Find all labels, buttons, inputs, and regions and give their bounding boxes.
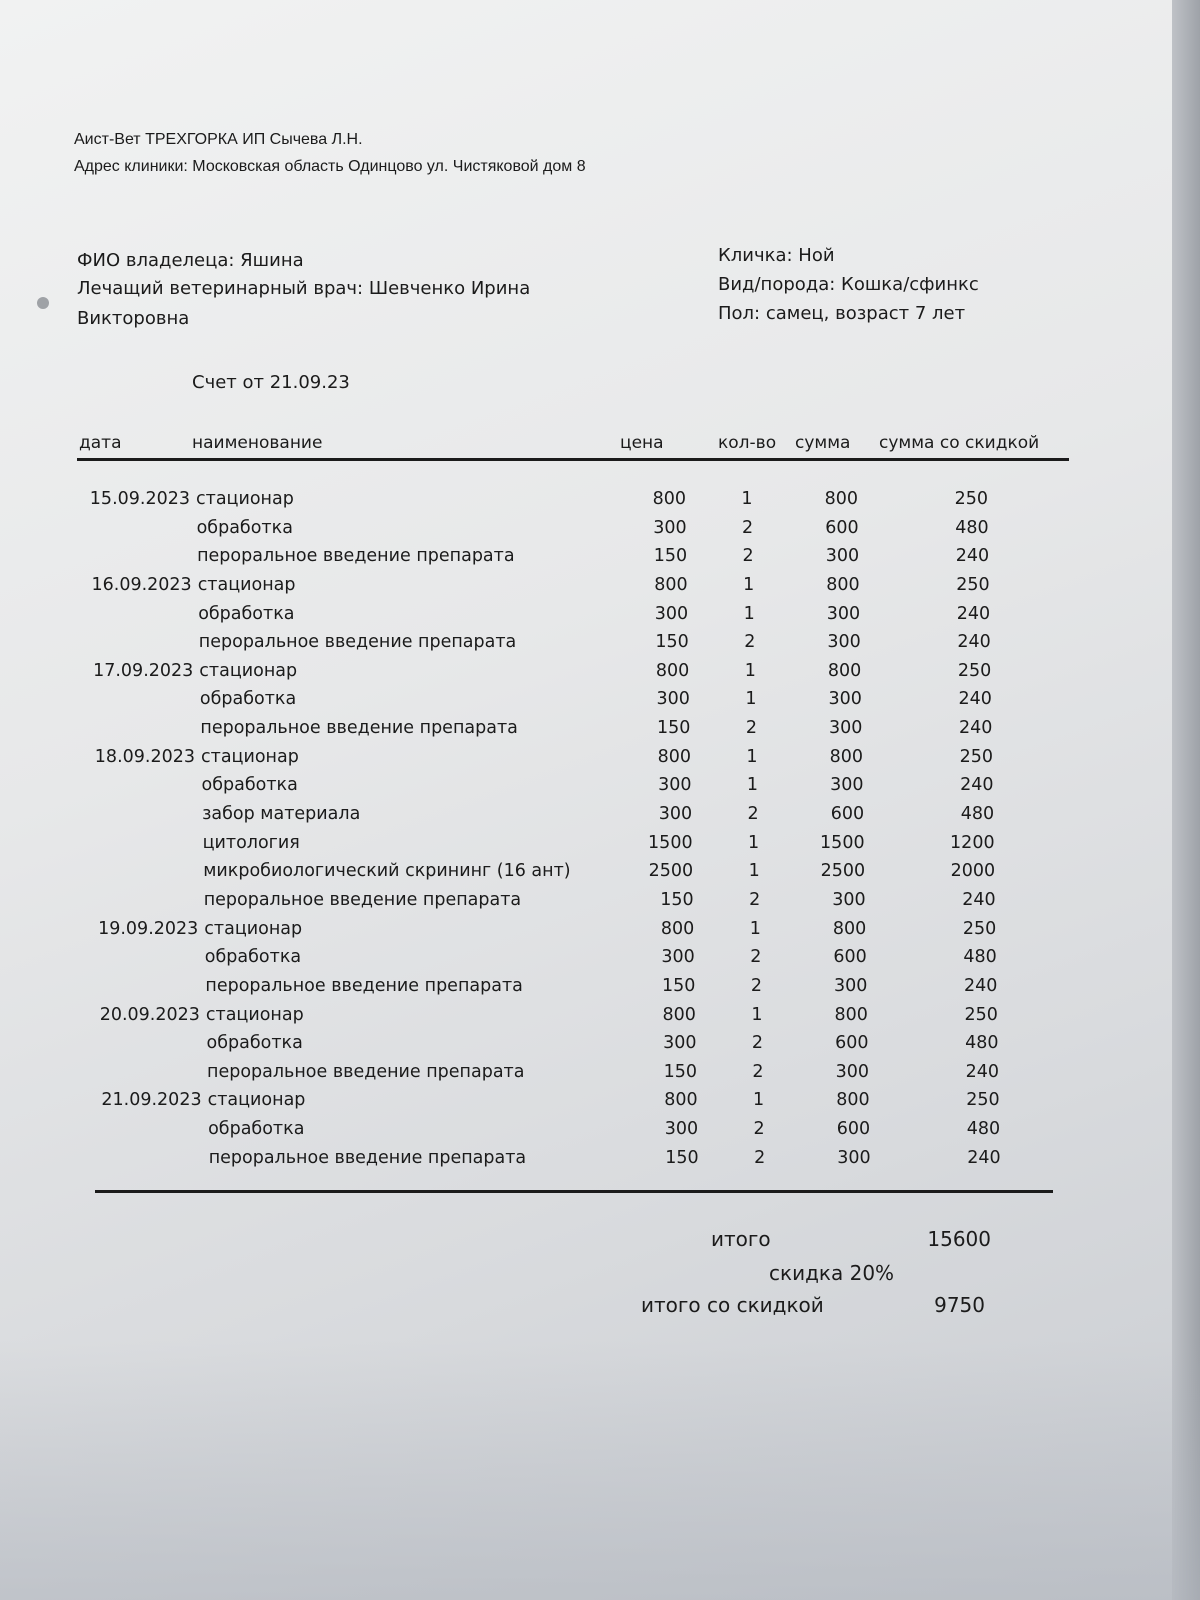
row-price: 800: [664, 1090, 698, 1111]
row-sum: 300: [828, 689, 862, 710]
row-sum: 300: [830, 775, 864, 796]
row-discounted: 240: [956, 603, 991, 624]
row-name: цитология: [202, 832, 300, 853]
row-qty: 2: [742, 546, 754, 567]
table-row: [11, 1059, 1200, 1088]
row-discounted: 240: [965, 1061, 999, 1082]
row-sum: 600: [836, 1119, 871, 1140]
row-price: 300: [664, 1119, 699, 1140]
pet-sex-age: Пол: самец, возраст 7 лет: [718, 303, 966, 324]
row-name: стационар: [201, 746, 299, 767]
col-header-qty: кол-во: [718, 433, 777, 453]
row-price: 800: [657, 746, 691, 767]
row-date: 15.09.2023: [89, 489, 190, 509]
table-row: [2, 572, 1200, 601]
table-row: [1, 543, 1200, 572]
row-discounted: 240: [967, 1147, 1001, 1168]
row-sum: 300: [832, 889, 866, 910]
row-qty: 1: [749, 918, 761, 939]
row-name: пероральное введение препарата: [200, 718, 518, 739]
paper-punch-hole: [37, 297, 49, 309]
row-qty: 2: [749, 889, 761, 910]
pet-name: Кличка: Ной: [718, 245, 835, 266]
row-discounted: 240: [955, 546, 990, 567]
row-sum: 300: [826, 603, 861, 624]
row-price: 150: [665, 1147, 699, 1168]
row-name: обработка: [199, 689, 297, 710]
row-qty: 1: [746, 775, 759, 796]
row-name: стационар: [199, 660, 298, 681]
row-price: 150: [660, 889, 694, 910]
row-qty: 1: [748, 861, 760, 882]
row-discounted: 240: [958, 689, 992, 710]
row-qty: 2: [745, 718, 757, 739]
table-row: [9, 944, 1200, 973]
row-price: 800: [652, 489, 686, 509]
row-price: 800: [662, 1004, 696, 1025]
row-name: обработка: [206, 1033, 303, 1054]
table-row: [1, 515, 1200, 544]
row-price: 300: [658, 775, 692, 796]
table-row: [4, 686, 1200, 715]
row-sum: 600: [835, 1033, 869, 1054]
row-sum: 800: [832, 918, 867, 939]
row-price: 150: [661, 975, 696, 996]
table-row: [7, 830, 1200, 859]
row-qty: 2: [750, 947, 762, 968]
row-qty: 2: [751, 1033, 764, 1054]
row-discounted: 250: [956, 574, 990, 595]
row-sum: 300: [837, 1147, 871, 1168]
row-name: обработка: [198, 603, 295, 624]
row-sum: 600: [833, 947, 867, 968]
row-discounted: 240: [958, 718, 993, 739]
table-row: [13, 1145, 1200, 1174]
row-discounted: 250: [959, 746, 993, 767]
table-row: [8, 916, 1200, 945]
row-name: обработка: [201, 775, 298, 796]
table-row: [12, 1087, 1200, 1116]
col-header-discounted: сумма со скидкой: [879, 433, 1040, 453]
table-row: [7, 858, 1200, 887]
header-rule: [77, 458, 1069, 461]
row-price: 2500: [648, 861, 694, 882]
row-qty: 1: [741, 489, 753, 509]
row-qty: 2: [742, 517, 754, 538]
row-sum: 800: [834, 1004, 868, 1025]
row-discounted: 240: [963, 975, 998, 996]
table-row: [0, 486, 1200, 515]
total-value: 15600: [927, 1227, 991, 1251]
doctor-name: Лечащий ветеринарный врач: Шевченко Ирина: [77, 278, 531, 299]
row-price: 300: [658, 804, 693, 825]
row-price: 150: [655, 632, 689, 653]
row-price: 800: [660, 918, 695, 939]
row-date: 18.09.2023: [94, 746, 195, 767]
pet-species: Вид/порода: Кошка/сфинкс: [718, 274, 979, 295]
col-header-sum: сумма: [795, 433, 851, 453]
row-qty: 1: [744, 660, 756, 681]
table-row: [6, 801, 1200, 830]
row-date: 19.09.2023: [98, 918, 199, 939]
table-row: [12, 1116, 1200, 1145]
doctor-name-cont: Викторовна: [77, 308, 190, 329]
row-price: 800: [655, 660, 690, 681]
col-header-price: цена: [620, 433, 664, 453]
row-name: стационар: [204, 918, 303, 939]
row-discounted: 250: [954, 489, 988, 509]
row-price: 150: [663, 1061, 697, 1082]
row-name: стационар: [196, 489, 294, 509]
row-name: пероральное введение препарата: [203, 889, 522, 910]
row-discounted: 2000: [950, 861, 996, 882]
owner-name: ФИО владелеца: Яшина: [77, 250, 304, 271]
clinic-address: Адрес клиники: Московская область Одинцово ул. Чистяковой дом 8: [74, 158, 586, 175]
row-sum: 800: [836, 1090, 870, 1111]
row-price: 300: [661, 947, 695, 968]
row-qty: 2: [747, 804, 759, 825]
row-discounted: 240: [957, 632, 991, 653]
row-price: 300: [653, 517, 687, 538]
col-header-name: наименование: [192, 433, 323, 453]
row-sum: 2500: [820, 861, 866, 882]
row-name: забор материала: [202, 804, 361, 825]
table-row: [9, 973, 1200, 1002]
row-date: 21.09.2023: [101, 1090, 202, 1111]
row-price: 150: [656, 718, 691, 739]
row-sum: 300: [828, 718, 863, 739]
row-price: 300: [663, 1033, 697, 1054]
table-row: [4, 715, 1200, 744]
row-name: пероральное введение препарата: [198, 632, 517, 653]
row-sum: 800: [827, 660, 862, 681]
row-discounted: 480: [966, 1119, 1001, 1140]
row-name: пероральное введение препарата: [205, 975, 523, 996]
row-price: 300: [656, 689, 690, 710]
row-price: 1500: [648, 832, 693, 853]
table-row: [5, 744, 1200, 773]
row-date: 17.09.2023: [93, 660, 194, 681]
table-row: [3, 658, 1200, 687]
row-discounted: 480: [963, 947, 997, 968]
invoice-title: Счет от 21.09.23: [192, 372, 350, 393]
row-qty: 2: [744, 632, 756, 653]
row-discounted: 480: [960, 804, 995, 825]
row-qty: 2: [753, 1119, 765, 1140]
row-price: 300: [654, 603, 689, 624]
total-label: итого: [711, 1227, 771, 1251]
row-discounted: 250: [964, 1004, 998, 1025]
table-row: [3, 629, 1200, 658]
row-name: стационар: [197, 574, 296, 595]
discounted-total-label: итого со скидкой: [641, 1293, 824, 1317]
row-discounted: 480: [965, 1033, 999, 1054]
discount-label: скидка 20%: [769, 1261, 895, 1285]
row-discounted: 250: [966, 1090, 1000, 1111]
row-discounted: 240: [962, 889, 996, 910]
row-sum: 800: [826, 574, 860, 595]
row-name: обработка: [208, 1119, 305, 1140]
row-qty: 1: [753, 1090, 765, 1111]
table-row: [2, 601, 1200, 630]
row-sum: 1500: [820, 832, 865, 853]
row-qty: 1: [746, 746, 758, 767]
row-name: обработка: [196, 517, 293, 538]
row-name: пероральное введение препарата: [207, 1061, 525, 1082]
table-row: [10, 1002, 1200, 1031]
row-sum: 800: [829, 746, 863, 767]
row-price: 150: [653, 546, 688, 567]
row-name: пероральное введение препарата: [197, 546, 515, 567]
row-discounted: 250: [957, 660, 992, 681]
table-row: [11, 1030, 1200, 1059]
invoice-table: [0, 486, 1200, 1173]
row-sum: 600: [825, 517, 859, 538]
row-name: обработка: [204, 947, 302, 968]
row-discounted: 480: [955, 517, 989, 538]
row-name: стационар: [207, 1090, 306, 1111]
paper-shadow: [0, 1340, 1200, 1600]
row-qty: 1: [745, 689, 757, 710]
row-price: 800: [654, 574, 688, 595]
row-name: микробиологический скрининг (16 ант): [203, 861, 571, 882]
discounted-total-value: 9750: [934, 1293, 985, 1317]
row-qty: 2: [754, 1147, 766, 1168]
row-qty: 1: [748, 832, 760, 853]
row-sum: 800: [824, 489, 858, 509]
row-qty: 2: [752, 1061, 764, 1082]
row-sum: 300: [833, 975, 868, 996]
row-discounted: 1200: [950, 832, 995, 853]
row-sum: 300: [835, 1061, 869, 1082]
row-sum: 600: [830, 804, 865, 825]
row-qty: 1: [743, 603, 755, 624]
row-qty: 1: [743, 574, 755, 595]
row-sum: 300: [825, 546, 860, 567]
row-date: 20.09.2023: [99, 1004, 200, 1025]
row-sum: 300: [827, 632, 861, 653]
col-header-date: дата: [79, 433, 122, 453]
row-date: 16.09.2023: [91, 574, 192, 595]
clinic-name: Аист-Вет ТРЕХГОРКА ИП Сычева Л.Н.: [74, 131, 363, 148]
row-discounted: 240: [960, 775, 994, 796]
row-name: пероральное введение препарата: [208, 1147, 527, 1168]
row-name: стационар: [205, 1004, 304, 1025]
row-qty: 2: [750, 975, 762, 996]
table-row: [6, 772, 1200, 801]
row-discounted: 250: [962, 918, 997, 939]
row-qty: 1: [751, 1004, 763, 1025]
table-row: [8, 887, 1200, 916]
footer-rule: [95, 1190, 1053, 1193]
